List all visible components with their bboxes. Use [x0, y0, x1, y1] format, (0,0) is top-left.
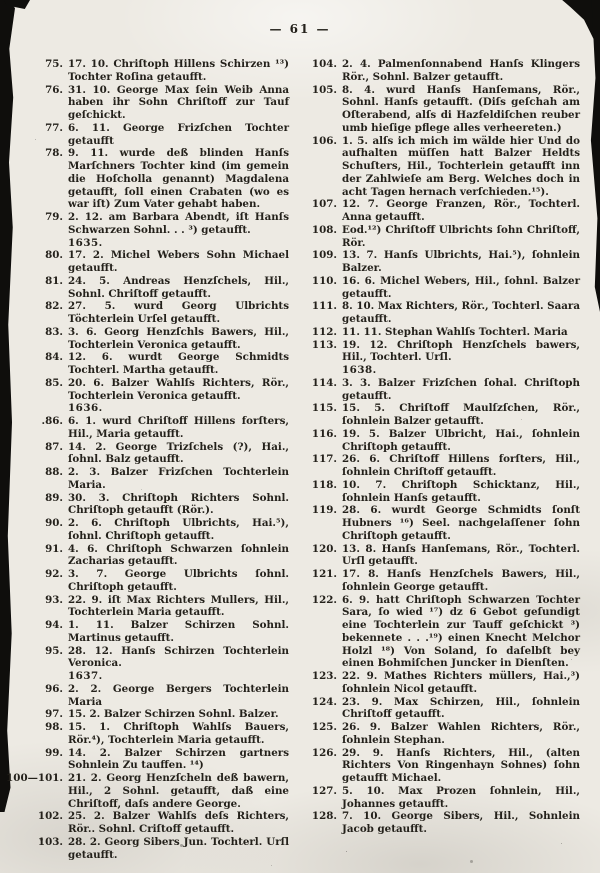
register-entry [301, 275, 580, 301]
entry-text: 17. 2. Michel Webers Sohn Michael getaufft. [68, 249, 289, 274]
entry-number: 78. [45, 147, 63, 160]
register-entry [27, 517, 289, 543]
entry-number: 106. [311, 134, 337, 147]
register-entry [301, 453, 580, 479]
entry-number: 79. [45, 211, 63, 223]
entry-text: 15. 2. Balzer Schirzen Sohnl. Balzer. [68, 708, 279, 721]
register-entry [27, 84, 289, 122]
entry-text: 3. 7. George Ulbrichts ſohnl. Chriſtoph getaufft. [68, 568, 289, 593]
register-entry [301, 696, 580, 722]
register-entry [301, 504, 580, 542]
register-entry [301, 428, 580, 454]
entry-number: 104. [311, 58, 337, 70]
entry-text: 13. 8. Hanſs Hanſemans, Rör., Tochterl. Urſl getaufft. [342, 542, 580, 568]
register-entry [301, 670, 580, 696]
register-entry [301, 58, 580, 84]
entry-text: 14. 2. George Trizſchels (?), Hai., ſohnl. Balz getaufft. [68, 440, 289, 466]
register-entry [27, 326, 289, 352]
register-entry [27, 441, 289, 467]
entry-text: 2. 3. Balzer Frizſchen Tochterlein Maria. [68, 466, 289, 491]
register-entry [27, 492, 289, 518]
entry-text: 22. 9. iſt Max Richters Mullers, Hil., Tochterlein Maria getaufft. [68, 593, 289, 619]
entry-text: 10. 7. Chriſtoph Schicktanz, Hil., ſohnlein Hanſs getaufft. [342, 478, 580, 504]
entry-text: 7. 10. George Sibers, Hil., Sohnlein Jacob getaufft. [342, 810, 580, 835]
entry-number: 80. [45, 249, 63, 262]
entry-text: 3. 3. Balzer Frizſchen ſohal. Chriſtoph getaufft. [342, 376, 580, 402]
page-number: — 61 — [269, 22, 331, 36]
register-entry [301, 810, 580, 836]
entry-text: 3. 6. Georg Henzſchls Bawers, Hil., Tochterlein Veronica getaufft. [68, 325, 289, 351]
entry-number: 109. [311, 249, 337, 262]
register-entry [27, 810, 289, 836]
entry-number: 75. [45, 58, 63, 70]
entry-number: 94. [45, 619, 63, 631]
year-heading: 1636. [68, 402, 103, 415]
entry-text: 13. 7. Hanſs Ulbrichts, Hai.⁵), ſohnlein Balzer. [342, 249, 580, 274]
register-entry [301, 568, 580, 594]
entry-text: Eod.¹²) Chriſtoff Ulbrichts ſohn Chriſtoff, Rör. [342, 223, 580, 249]
register-entry [301, 747, 580, 785]
entry-text: 26. 6. Chriſtoff Hillens forſters, Hil., ſohnlein Chriſtoff getaufft. [342, 453, 580, 478]
register-entry [301, 339, 580, 365]
register-entry [27, 351, 289, 377]
register-entry [27, 300, 289, 326]
register-entry [27, 249, 289, 275]
entry-number: 95. [45, 644, 63, 657]
register-entry [27, 415, 289, 441]
entry-text: 4. 6. Chriſtoph Schwarzen ſohnlein Zacharias getaufft. [68, 542, 289, 568]
entry-number: 88. [45, 466, 63, 478]
entry-text: 23. 9. Max Schirzen, Hil., ſohnlein Chriſtoff getaufft. [342, 695, 580, 721]
entry-text: 29. 9. Hanſs Richters, Hil., (alten Richters Von Ringenhayn Sohnes) ſohn getaufft Michael. [342, 746, 580, 784]
register-entry [27, 543, 289, 569]
register-entry [27, 645, 289, 671]
register-entry [27, 568, 289, 594]
entry-number: 83. [45, 325, 63, 338]
entry-text: 12. 7. George Franzen, Rör., Tochterl. Anna getaufft. [342, 198, 580, 223]
register-entry [27, 147, 289, 211]
entry-text: 8. 4. wurd Hanſs Hanſemans, Rör., Sohnl. Hanſs getaufft. (Diſs geſchah am Oſterabend, alſs di Hazfeldiſchen reuber umb hieſige pflege alles verheereten.) [342, 83, 580, 134]
entry-text: 21. 2. Georg Henzſcheln deß bawern, Hil., 2 Sohnl. getaufft, daß eine Chriſtoff, daſs andere George. [68, 772, 289, 810]
register-entry [301, 543, 580, 569]
entry-text: 19. 5. Balzer Ulbricht, Hai., ſohnlein Chriſtoph getaufft. [342, 427, 580, 453]
entry-number: .86. [41, 415, 63, 427]
entry-text: 6. 9. hatt Chriſtoph Schwarzen Tochter Sara, ſo wied ¹⁷) dz 6 Gebot geſundigt eine Tochterlein zur Tauff geſchickt ³) bekennete . . .¹⁹) einen Knecht Melchor Holzl ¹⁸) Von Soland, ſo daſelbſt bey einen Bohmiſchen Juncker in Dienſten. [342, 593, 580, 670]
entry-number: 87. [45, 440, 63, 453]
entry-text: 16. 6. Michel Webers, Hil., ſohnl. Balzer getaufft. [342, 274, 580, 300]
register-entry [27, 708, 289, 721]
entry-text: 11. 11. Stephan Wahlſs Tochterl. Maria [342, 325, 568, 338]
entry-number: 85. [45, 376, 63, 389]
entry-text: 27. 5. wurd Georg Ulbrichts Töchterlein Urſel getaufft. [68, 300, 289, 325]
year-heading: 1637. [68, 670, 103, 682]
scan-edge-right [587, 0, 600, 312]
entry-number: 108. [311, 223, 337, 236]
entry-number: 77. [45, 121, 63, 134]
entry-text: 2. 2. George Bergers Tochterlein Maria [68, 682, 289, 708]
entry-number: 105. [311, 83, 337, 96]
register-entry [27, 619, 289, 645]
entry-text: 28. 6. wurdt George Schmidts ſonſt Hubners ¹⁶) Seel. nachgelaſſener ſohn Chriſtoph getaufft. [342, 504, 580, 542]
register-entry [301, 135, 580, 199]
entry-number: 112. [311, 325, 337, 338]
entry-number: 103. [37, 835, 63, 848]
register-entry [301, 594, 580, 671]
entry-text: 25. 2. Balzer Wahlſs deſs Richters, Rör.. Sohnl. Criſtoff getaufft. [68, 810, 289, 835]
register-column-left [6, 58, 289, 861]
entry-number: 91. [45, 542, 63, 555]
register-entry [6, 772, 289, 810]
entry-number: 81. [45, 274, 63, 287]
entry-text: 22. 9. Mathes Richters müllers, Hai.,³) ſohnlein Nicol getaufft. [342, 670, 580, 695]
register-entry [301, 300, 580, 326]
register-entry [301, 249, 580, 275]
entry-number: 110. [311, 274, 337, 287]
entry-number: 97. [45, 708, 63, 721]
register-entry [301, 785, 580, 811]
entry-number: 121. [311, 568, 337, 580]
entry-number: 115. [311, 402, 337, 415]
entry-number: 107. [311, 198, 337, 211]
entry-text: 9. 11. wurde deß blinden Hanſs Marſchners Tochter kind (im gemein die Hoſcholla genannt) Magdalena getaufft, ſoll einen Crabaten (wo es war iſt) Zum Vater gehabt haben. [68, 147, 289, 211]
entry-text: 28. 2. Georg Sibers Jun. Tochterl. Urſl getaufft. [68, 835, 289, 861]
register-entry [301, 402, 580, 428]
register-entry [301, 224, 580, 250]
entry-text: 24. 5. Andreas Henzſchels, Hil., Sohnl. Chriſtoff getaufft. [68, 274, 289, 300]
register-entry [27, 122, 289, 148]
entry-number: 90. [45, 517, 63, 529]
entry-number: 84. [45, 351, 63, 364]
entry-number: 117. [311, 453, 337, 466]
register-entry [27, 211, 289, 237]
register-entry [301, 84, 580, 135]
entry-text: 26. 9. Balzer Wahlen Richters, Rör., ſohnlein Stephan. [342, 721, 580, 746]
entry-number: 102. [37, 810, 63, 823]
register-columns [6, 58, 581, 861]
entry-number: 113. [311, 338, 337, 351]
entry-text: 6. 11. George Frizſchen Tochter getaufft [68, 121, 289, 147]
register-entry [27, 683, 289, 709]
entry-text: 15. 5. Chriſtoff Maulſzſchen, Rör., ſohnlein Balzer getaufft. [342, 402, 580, 427]
entry-number: 126. [311, 746, 337, 759]
entry-number: 92. [45, 568, 63, 580]
year-heading: 1635. [68, 236, 103, 249]
entry-number: 111. [311, 300, 337, 313]
register-entry [301, 721, 580, 747]
scan-edge-left [0, 0, 15, 812]
entry-number: 98. [45, 721, 63, 733]
register-entry [27, 466, 289, 492]
entry-text: 5. 10. Max Prozen ſohnlein, Hil., Johannes getaufft. [342, 784, 580, 810]
entry-text: 2. 6. Chriſtoph Ulbrichts, Hai.⁵), ſohnl. Chriſtoph getaufft. [68, 517, 289, 542]
entry-number: 99. [45, 746, 63, 759]
register-entry [27, 275, 289, 301]
register-entry [27, 377, 289, 403]
entry-text: 1. 11. Balzer Schirzen Sohnl. Martinus getaufft. [68, 619, 289, 644]
entry-text: 8. 10. Max Richters, Rör., Tochterl. Saara getaufft. [342, 300, 581, 325]
entry-text: 1. 5. alſs ich mich im wälde hier Und do aufhalten müſſen hatt Balzer Heldts Schuſters, Hil., Tochterlein getaufft inn der Zahlwieſe am Berg. Welches doch in acht Tagen hernach verſchieden.¹⁵). [342, 134, 580, 198]
entry-text: 14. 2. Balzer Schirzen gartners Sohnlein Zu tauffen. ¹⁴) [68, 746, 289, 772]
register-entry [27, 58, 289, 84]
year-heading: 1638. [342, 364, 377, 376]
entry-number: 116. [311, 427, 337, 440]
entry-text: 2. 4. Palmenſonnabend Hanſs Klingers Rör., Sohnl. Balzer getaufft. [342, 58, 580, 83]
register-entry [301, 326, 580, 339]
entry-text: 31. 10. George Max ſein Weib Anna haben ihr Sohn Chriſtoff zur Tauf geſchickt. [68, 83, 289, 121]
entry-text: 19. 12. Chriſtoph Henzſchels bawers, Hil., Tochterl. Urſl. [342, 338, 580, 364]
entry-number: 120. [311, 542, 337, 555]
entry-text: 30. 3. Chriſtoph Richters Sohnl. Chriſtoph getaufft (Rör.). [68, 491, 289, 517]
register-entry [27, 836, 289, 862]
register-entry [301, 377, 580, 403]
entry-number: 127. [311, 784, 337, 797]
register-entry [301, 198, 580, 224]
register-entry [27, 747, 289, 773]
register-entry [27, 594, 289, 620]
entry-number: 76. [45, 83, 63, 96]
entry-text: 2. 12. am Barbara Abendt, iſt Hanſs Schwarzen Sohnl. . . ³) getaufft. [68, 211, 289, 236]
entry-text: 6. 1. wurd Chriſtoff Hillens forſters, Hil., Maria getaufft. [68, 415, 289, 440]
entry-text: 12. 6. wurdt George Schmidts Tochterl. Martha getaufft. [68, 351, 289, 376]
register-column-right [301, 58, 580, 861]
register-entry [301, 479, 580, 505]
entry-number: 128. [311, 810, 337, 823]
entry-text: 17. 10. Chriſtoph Hillens Schirzen ¹³) Tochter Roſina getaufft. [68, 58, 289, 83]
register-entry [27, 721, 289, 747]
entry-number: 122. [311, 593, 337, 606]
entry-number: 124. [311, 695, 337, 708]
entry-number: 125. [311, 721, 337, 733]
entry-number: 123. [311, 670, 337, 682]
entry-number: 89. [45, 491, 63, 504]
entry-text: 28. 12. Hanſs Schirzen Tochterlein Veronica. [68, 644, 289, 670]
entry-number: 114. [311, 376, 337, 389]
entry-text: 15. 1. Chriſtoph Wahlſs Bauers, Rör.⁴), Tochterlein Maria getaufft. [68, 721, 289, 746]
entry-number: 93. [45, 593, 63, 606]
entry-text: 20. 6. Balzer Wahlſs Richters, Rör., Tochterlein Veronica getaufft. [68, 376, 289, 402]
entry-number: 100—101. [6, 772, 63, 784]
entry-number: 82. [45, 300, 63, 313]
entry-text: 17. 8. Hanſs Henzſchels Bawers, Hil., ſohnlein George getaufft. [342, 568, 580, 593]
entry-number: 119. [311, 504, 337, 517]
entry-number: 118. [311, 478, 337, 491]
entry-number: 96. [45, 682, 63, 695]
